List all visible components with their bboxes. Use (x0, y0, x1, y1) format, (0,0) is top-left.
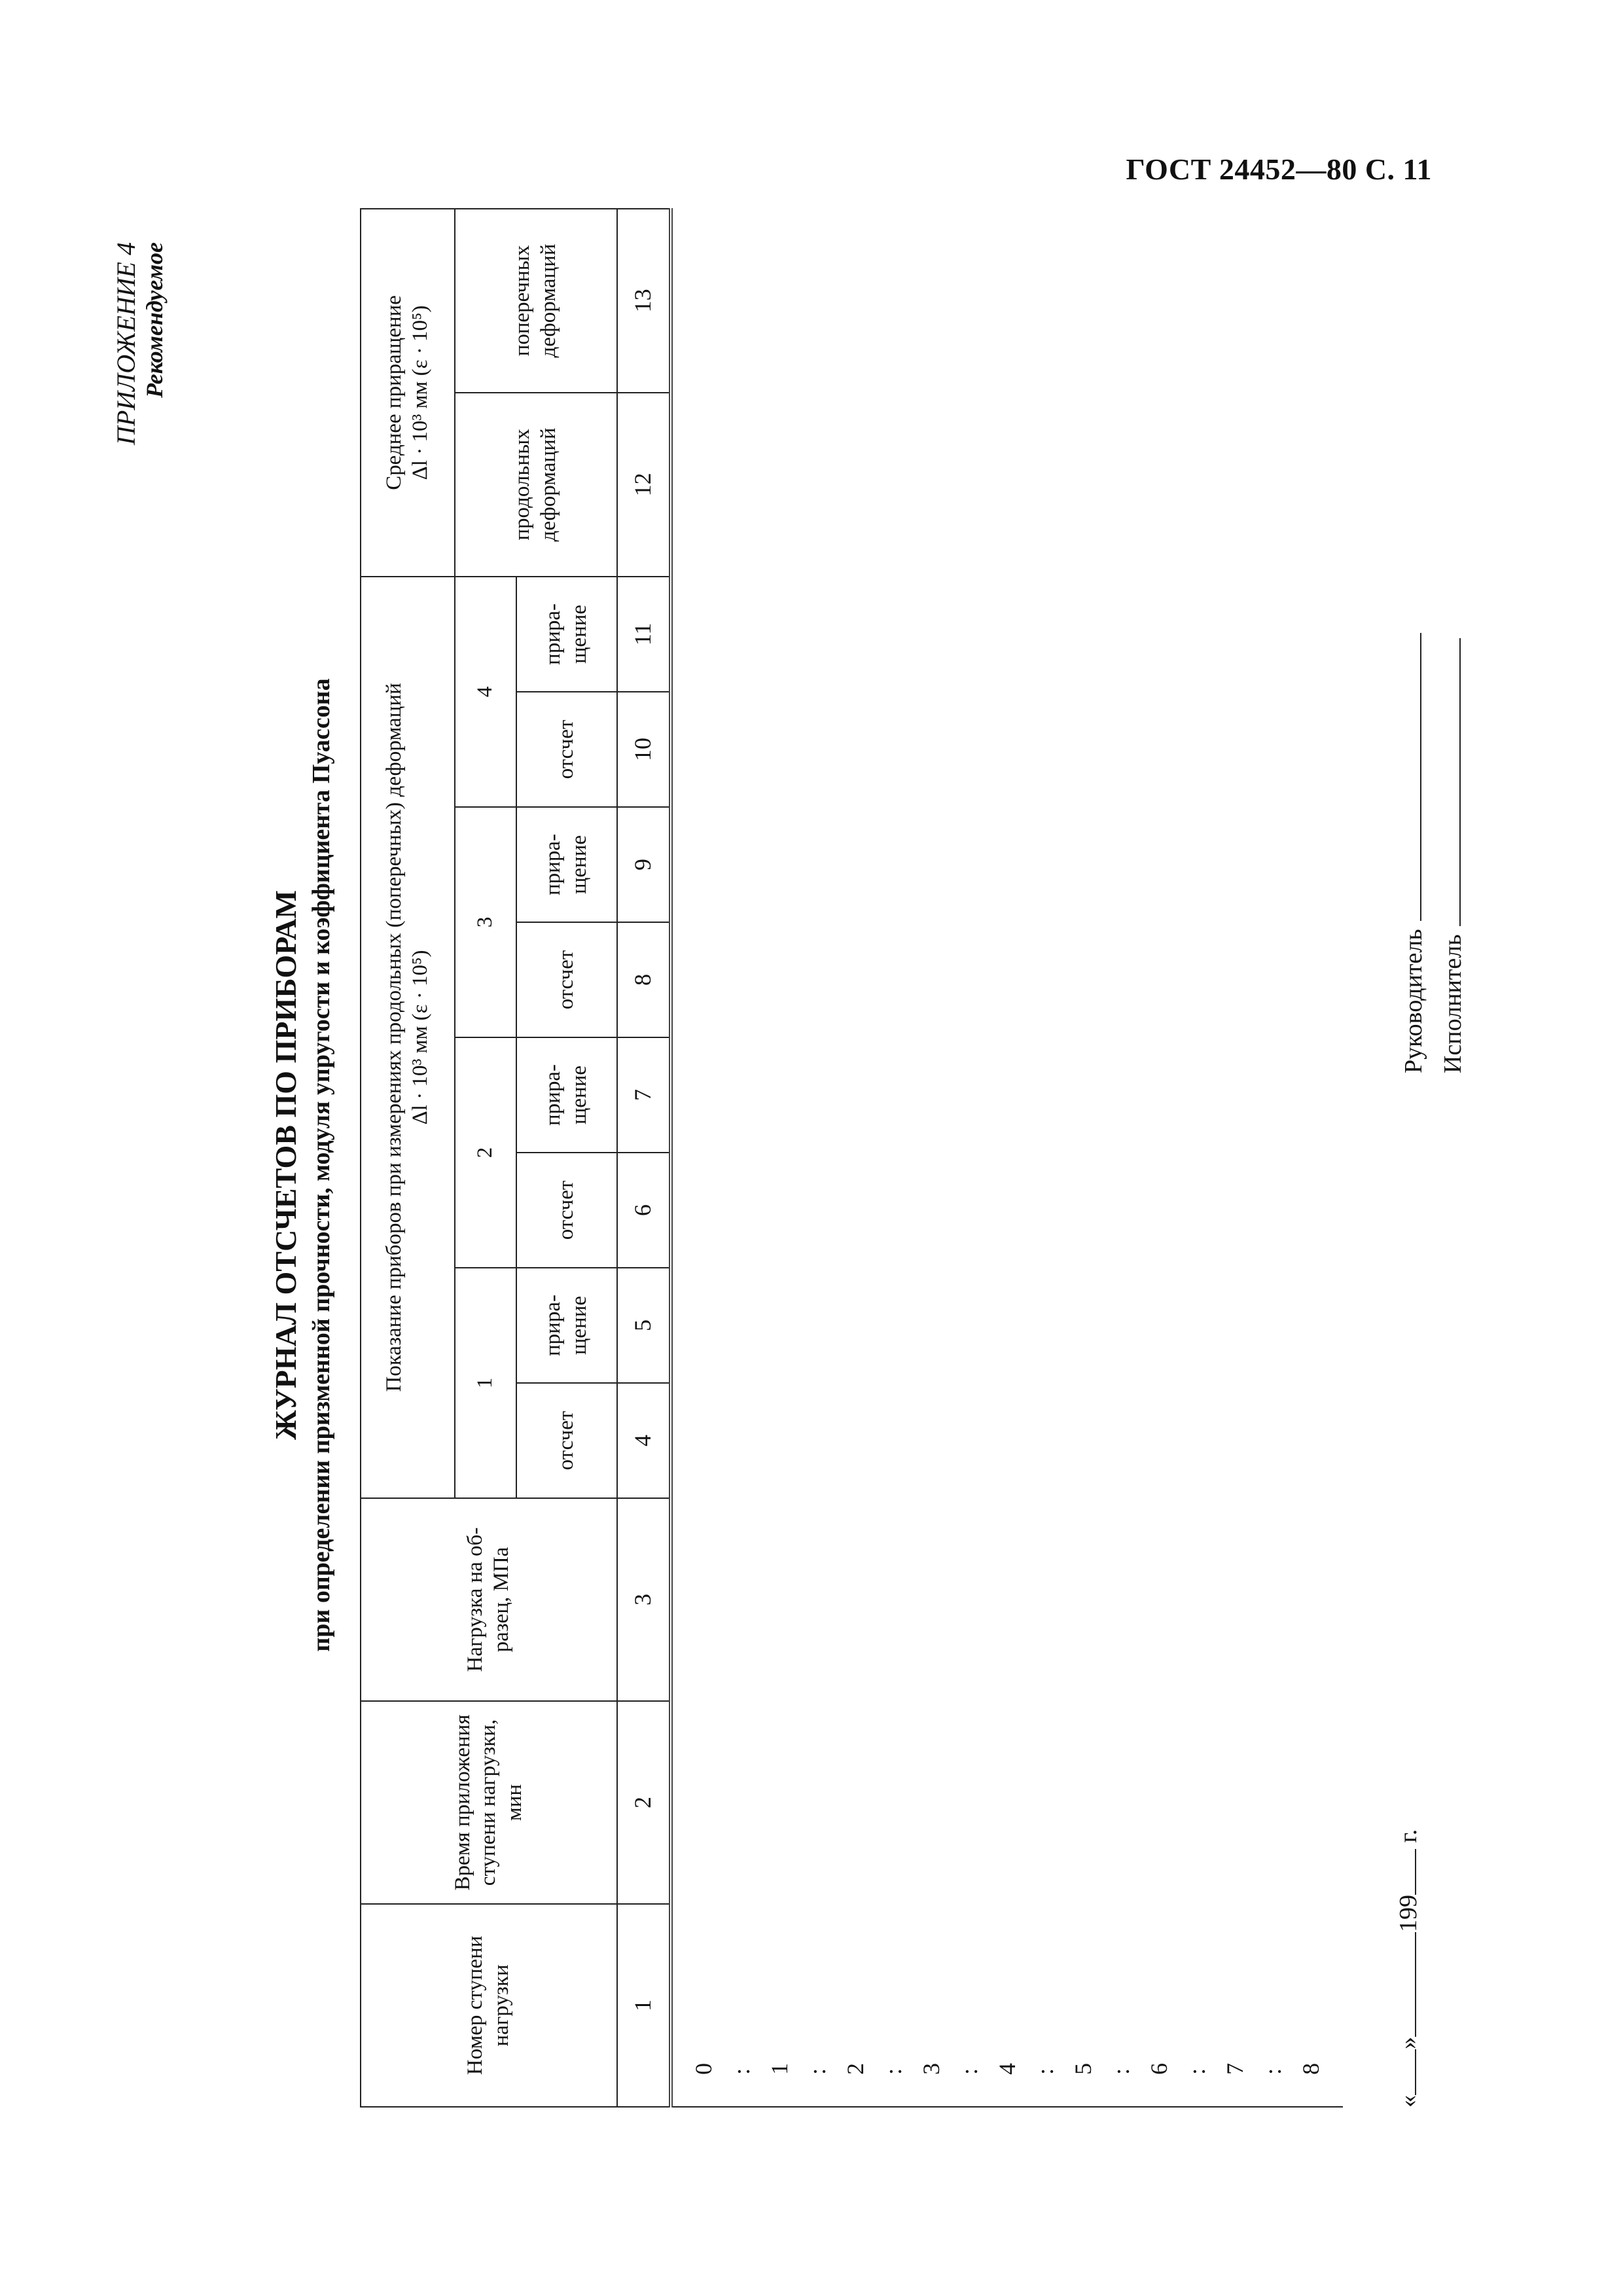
step-item: 3 (918, 2063, 944, 2075)
step-item: 0 (690, 2063, 717, 2075)
column-number: 2 (617, 1701, 671, 1904)
step-item: 2 (842, 2063, 868, 2075)
day-blank (1395, 2049, 1416, 2095)
page-header: ГОСТ 24452—80 С. 11 (1126, 152, 1432, 186)
header-load: Нагрузка на об-разец, МПа (361, 1498, 617, 1701)
step-item: 7 (1222, 2063, 1248, 2075)
head-label: Руководитель (1400, 929, 1427, 1073)
column-number: 4 (617, 1383, 671, 1498)
instrument-3: 3 (455, 807, 516, 1037)
column-number: 6 (617, 1153, 671, 1268)
header-average-increment (361, 209, 455, 577)
header-longitudinal: продольных деформаций (455, 393, 617, 577)
step-item: : (1032, 2068, 1058, 2075)
step-item: : (1184, 2068, 1210, 2075)
header-increment: прира-щение (516, 1037, 617, 1153)
instrument-4: 4 (455, 577, 516, 807)
column-number: 5 (617, 1268, 671, 1383)
executor-label: Исполнитель (1439, 934, 1467, 1073)
column-number: 1 (617, 1904, 671, 2107)
step-item: : (1108, 2068, 1134, 2075)
header-step-number: Номер ступени нагрузки (361, 1904, 617, 2107)
executor-signature-line (1440, 638, 1461, 926)
appendix-title: ПРИЛОЖЕНИЕ 4 (111, 242, 141, 445)
instrument-2: 2 (455, 1037, 516, 1268)
signature-block (1394, 633, 1472, 1073)
step-item: 8 (1298, 2063, 1324, 2075)
step-list (685, 1909, 1330, 2101)
header-instrument-readings (361, 577, 455, 1498)
date-line (1394, 1829, 1423, 2108)
instrument-group-label: Показание приборов при измерениях продольных (поперечных) деформаций (382, 683, 406, 1392)
appendix-subtitle: Рекомендуемое (141, 242, 168, 398)
year-blank (1395, 1849, 1416, 1895)
column-number: 10 (617, 692, 671, 807)
column-number-row (617, 209, 671, 2107)
step-item: 4 (994, 2063, 1020, 2075)
header-increment: прира-щение (516, 577, 617, 692)
header-reading: отсчет (516, 1153, 617, 1268)
header-increment: прира-щение (516, 1268, 617, 1383)
table-body-row (671, 209, 1343, 2107)
empty-data-area (671, 209, 1343, 1904)
year-suffix: г. (1395, 1829, 1422, 1843)
column-number: 11 (617, 577, 671, 692)
column-number: 13 (617, 209, 671, 393)
step-item: 6 (1146, 2063, 1172, 2075)
instrument-1: 1 (455, 1268, 516, 1498)
appendix-label (111, 242, 168, 445)
step-item: : (728, 2068, 755, 2075)
step-item: : (804, 2068, 830, 2075)
column-number: 12 (617, 393, 671, 577)
column-number: 8 (617, 922, 671, 1037)
column-number: 9 (617, 807, 671, 922)
step-item: 1 (766, 2063, 793, 2075)
head-signature-row (1394, 633, 1433, 1073)
avg-group-units: Δl · 10³ мм (ε · 10⁵) (408, 305, 432, 480)
instrument-group-units: Δl · 10³ мм (ε · 10⁵) (408, 950, 432, 1125)
header-reading: отсчет (516, 1383, 617, 1498)
step-list-cell (671, 1904, 1343, 2107)
journal-table (360, 208, 1343, 2108)
journal-subtitle: при определении призменной прочности, модуля упругости и коэффициента Пуассона (308, 678, 335, 1652)
executor-signature-row (1433, 633, 1472, 1073)
date-open-quote: « (1395, 2095, 1422, 2108)
step-item: : (1260, 2068, 1286, 2075)
header-load-time: Время приложения ступени нагрузки, мин (361, 1701, 617, 1904)
avg-group-label: Среднее приращение (382, 295, 406, 490)
column-number: 7 (617, 1037, 671, 1153)
head-signature-line (1400, 633, 1421, 921)
step-item: : (880, 2068, 906, 2075)
title-block (268, 223, 336, 2108)
date-close-quote: » (1395, 2037, 1422, 2049)
header-transverse: поперечных деформаций (455, 209, 617, 393)
header-increment: прира-щение (516, 807, 617, 922)
header-reading: отсчет (516, 692, 617, 807)
year-prefix: 199 (1395, 1895, 1422, 1932)
rotated-form (92, 223, 1499, 2108)
step-item: 5 (1070, 2063, 1096, 2075)
journal-title: ЖУРНАЛ ОТСЧЕТОВ ПО ПРИБОРАМ (269, 890, 302, 1440)
column-number: 3 (617, 1498, 671, 1701)
month-blank (1395, 1932, 1416, 2037)
header-reading: отсчет (516, 922, 617, 1037)
step-item: : (956, 2068, 982, 2075)
